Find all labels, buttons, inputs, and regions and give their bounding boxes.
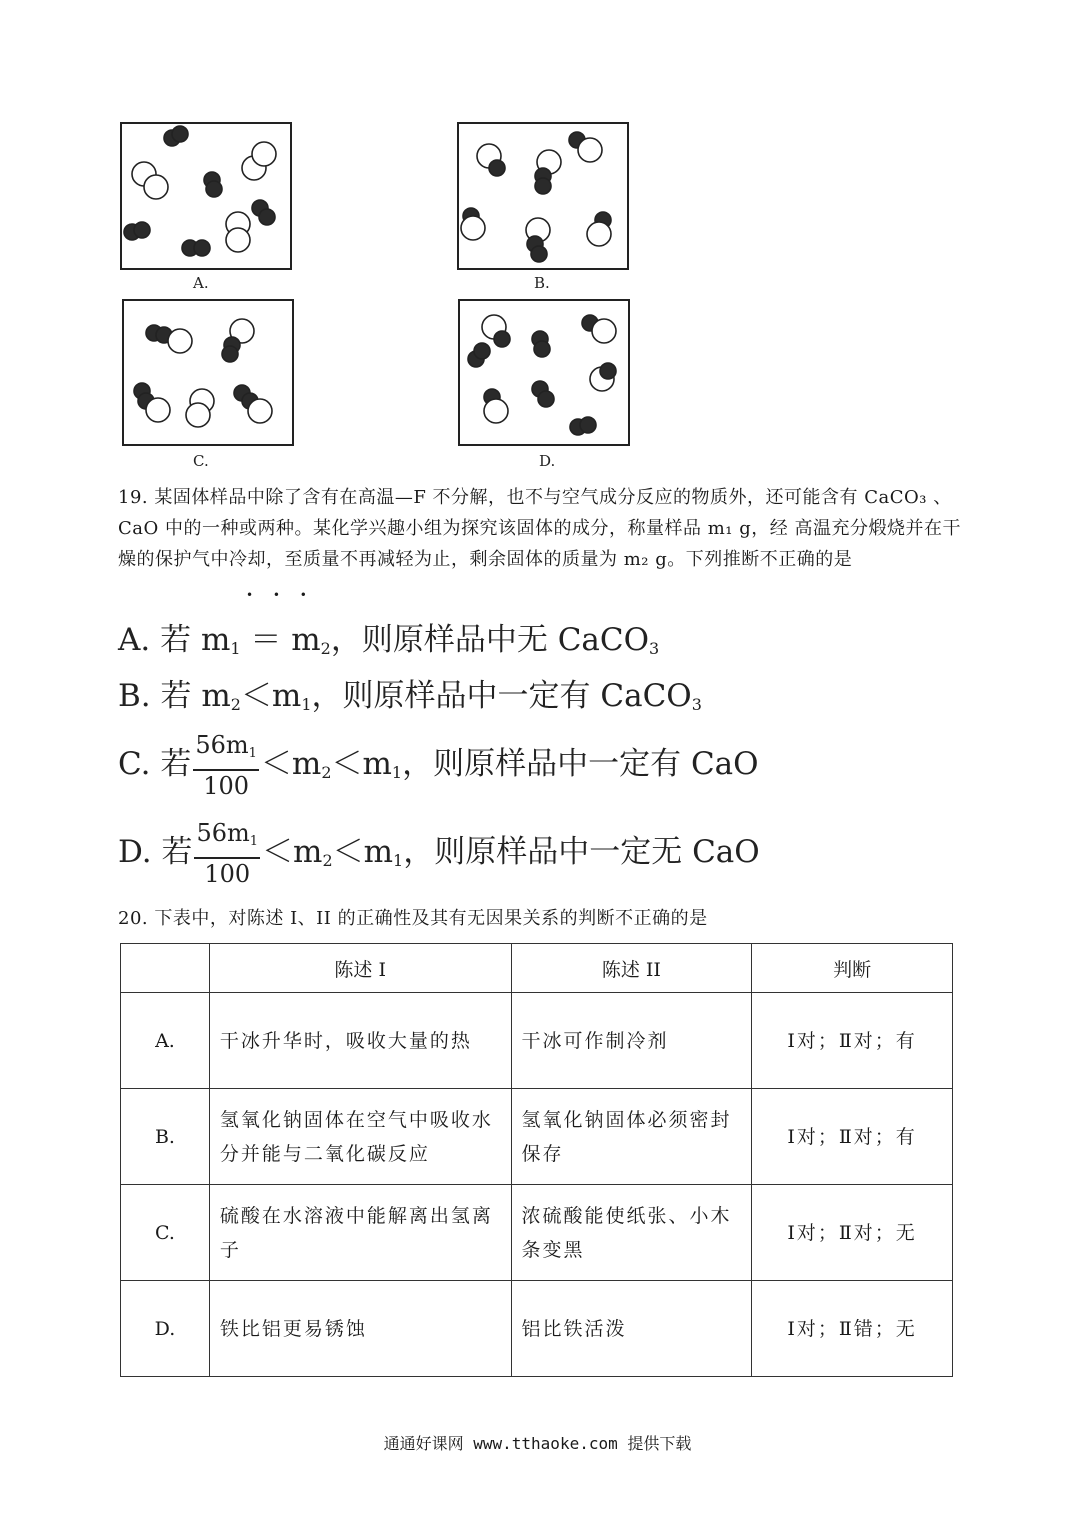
figure-box-d [458,299,630,446]
statement-2-cell: 铝比铁活泼 [511,1281,752,1377]
dark-atom [172,126,188,142]
table-header: 陈述 II [511,944,752,993]
figure-box-b [457,122,629,270]
question-19-stem: 19. 某固体样品中除了含有在高温—F 不分解，也不与空气成分反应的物质外，还可能含有 CaCO₃ 、CaO 中的一种或两种。某化学兴趣小组为探究该固体的成分，称量样品 m₁ g，经 高温充分煅烧并在干燥的保护气中冷却，至质量不再减轻为止，剩余固体的质量为 m₂ g。下列推断不正确的是 [118,487,961,570]
particle-diagram-d [460,301,628,444]
dark-atom [534,341,550,357]
figure-caption-b: B. [534,274,550,292]
statement-table [120,943,953,1377]
option-19-c: C. 若 $\frac{56m_1}{100}$ $<m_2<m_1$，则原样品中一定有 CaO [118,731,759,800]
table-row [121,993,953,1089]
light-atom [168,329,192,353]
dark-atom [134,222,150,238]
option-19-a: A. 若 $m_1 = m_2$，则原样品中无 CaCO$_3$ [118,622,660,658]
judgement-cell: Ⅰ对；Ⅱ对；有 [752,1089,953,1185]
statement-2-cell: 干冰可作制冷剂 [511,993,752,1089]
particle-diagram-a [122,124,290,268]
option-19-b: B. 若 $m_2<m_1$，则原样品中一定有 CaCO$_3$ [118,678,702,714]
judgement-cell: Ⅰ对；Ⅱ对；无 [752,1185,953,1281]
row-label: B. [121,1089,210,1185]
emphasis-dots: • • • [246,588,315,602]
figure-caption-c: C. [193,452,209,470]
table-row [121,1089,953,1185]
statement-1-cell: 干冰升华时，吸收大量的热 [209,993,511,1089]
particle-diagram-b [459,124,627,268]
table-row [121,1281,953,1377]
statement-1-cell: 氢氧化钠固体在空气中吸收水分并能与二氧化碳反应 [209,1089,511,1185]
fraction: $\frac{56m_1}{100}$ [195,731,257,800]
light-atom [252,142,276,166]
light-atom [144,175,168,199]
judgement-cell: Ⅰ对；Ⅱ对；有 [752,993,953,1089]
light-atom [592,319,616,343]
dark-atom [259,209,275,225]
dark-atom [580,417,596,433]
light-atom [186,403,210,427]
dark-atom [494,331,510,347]
dark-atom [206,181,222,197]
light-atom [587,222,611,246]
light-atom [226,228,250,252]
light-atom [461,216,485,240]
particle-diagram-c [124,301,292,444]
table-header [121,944,210,993]
dark-atom [474,343,490,359]
table-header-row [121,944,953,993]
dark-atom [222,346,238,362]
dark-atom [538,391,554,407]
option-19-d: D. 若 $\frac{56m_1}{100}$ $<m_2<m_1$，则原样品中一定无 CaO [118,819,760,888]
question-20-stem: 20. 下表中，对陈述 I、II 的正确性及其有无因果关系的判断不正确的是 [118,908,708,929]
figure-caption-a: A. [193,274,209,292]
light-atom [484,399,508,423]
light-atom [146,398,170,422]
table-header: 陈述 I [209,944,511,993]
dark-atom [600,363,616,379]
row-label: A. [121,993,210,1089]
dark-atom [489,160,505,176]
figure-box-c [122,299,294,446]
table-row [121,1185,953,1281]
figure-caption-d: D. [539,452,556,470]
table-header: 判断 [752,944,953,993]
figure-box-a [120,122,292,270]
statement-2-cell: 浓硫酸能使纸张、小木条变黑 [511,1185,752,1281]
row-label: D. [121,1281,210,1377]
light-atom [578,138,602,162]
dark-atom [531,246,547,262]
fraction: $\frac{56m_1}{100}$ [196,819,259,888]
row-label: C. [121,1185,210,1281]
dark-atom [535,178,551,194]
footer-download-note: 通通好课网 www.tthaoke.com 提供下载 [383,1434,692,1453]
statement-1-cell: 硫酸在水溶液中能解离出氢离子 [209,1185,511,1281]
light-atom [248,399,272,423]
judgement-cell: Ⅰ对；Ⅱ错；无 [752,1281,953,1377]
statement-1-cell: 铁比铝更易锈蚀 [209,1281,511,1377]
dark-atom [194,240,210,256]
statement-2-cell: 氢氧化钠固体必须密封保存 [511,1089,752,1185]
